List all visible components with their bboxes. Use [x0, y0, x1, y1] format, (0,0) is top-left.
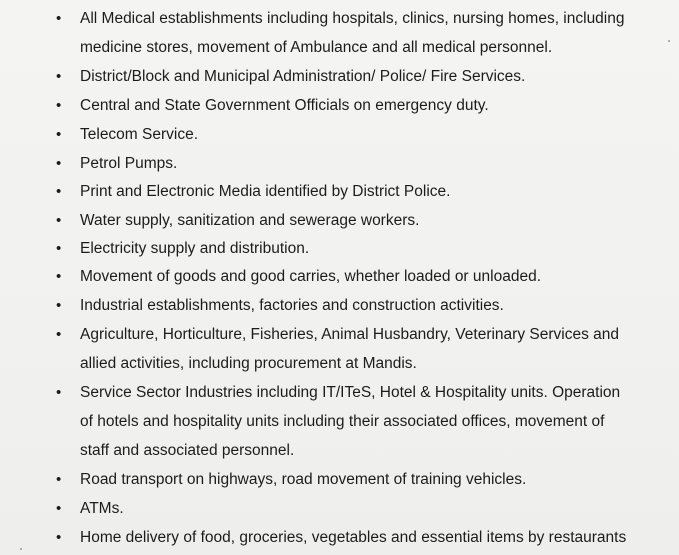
- list-item-text: District/Block and Municipal Administration/ Police/ Fire Services.: [80, 68, 526, 85]
- bullet: •: [56, 471, 62, 488]
- paper-speck: [20, 548, 22, 550]
- bullet: •: [56, 126, 62, 143]
- list-item-text: Print and Electronic Media identified by District Police.: [80, 183, 451, 200]
- list-item-text: Road transport on highways, road movement of training vehicles.: [80, 471, 527, 488]
- bullet: •: [56, 500, 62, 517]
- bullet: •: [56, 155, 62, 172]
- bullet: •: [56, 97, 62, 114]
- list-item-text: Agriculture, Horticulture, Fisheries, Animal Husbandry, Veterinary Services and allied activities, including procurement at Mandis.: [80, 326, 619, 372]
- list-item-text: Service Sector Industries including IT/ITeS, Hotel & Hospitality units. Operation of hotels and hospitality units including their associated offices, movement of staff and associated personnel.: [80, 384, 621, 459]
- list-item-text: Central and State Government Officials on emergency duty.: [80, 97, 489, 114]
- list-item-text: Petrol Pumps.: [80, 155, 178, 172]
- bullet: •: [56, 68, 62, 85]
- bullet: •: [56, 297, 62, 314]
- paper-speck: [668, 40, 670, 42]
- list-item-text: All Medical establishments including hospitals, clinics, nursing homes, including medicine stores, movement of Ambulance and all medical personnel.: [80, 10, 625, 56]
- bullet: •: [56, 268, 62, 285]
- bullet: •: [56, 529, 62, 546]
- bullet: •: [56, 240, 62, 257]
- bullet: •: [56, 183, 62, 200]
- list-item-text: Movement of goods and good carries, whether loaded or unloaded.: [80, 268, 541, 285]
- bullet: •: [56, 10, 62, 27]
- bullet: •: [56, 384, 62, 401]
- list-item-text: Home delivery of food, groceries, vegetables and essential items by restaurants: [80, 529, 627, 546]
- list-item-text: Water supply, sanitization and sewerage workers.: [80, 212, 420, 229]
- bullet: •: [56, 326, 62, 343]
- list-item-text: Electricity supply and distribution.: [80, 240, 310, 257]
- bullet: •: [56, 212, 62, 229]
- list-item-text: Telecom Service.: [80, 126, 199, 143]
- list-item-text: Industrial establishments, factories and construction activities.: [80, 297, 504, 314]
- list-item-text: ATMs.: [80, 500, 124, 517]
